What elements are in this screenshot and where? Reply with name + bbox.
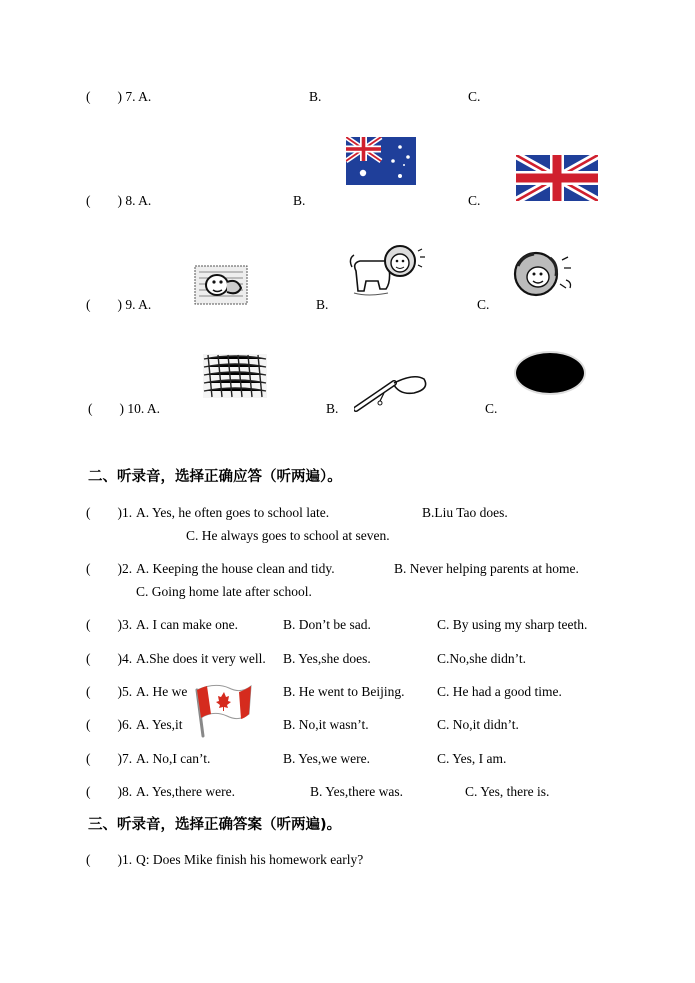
s2-q5-option-a: A. He we xyxy=(136,684,188,699)
question-8-option-c: C. xyxy=(468,193,481,208)
dog-sketch-image xyxy=(193,264,249,306)
s2-q7-option-b: B. Yes,we were. xyxy=(283,751,370,766)
question-8-option-b: B. xyxy=(293,193,306,208)
s2-q5-option-c: C. He had a good time. xyxy=(437,684,562,699)
question-7-number: ( ) 7. A. xyxy=(86,89,152,104)
lion-face-image xyxy=(510,250,578,300)
s2-q1-option-c: C. He always goes to school at seven. xyxy=(186,528,390,543)
s2-q4-number: ( )4. xyxy=(86,651,133,666)
s2-q2-option-a: A. Keeping the house clean and tidy. xyxy=(136,561,335,576)
s2-q3-option-c: C. By using my sharp teeth. xyxy=(437,617,588,632)
question-9-number: ( ) 9. A. xyxy=(86,297,152,312)
s2-q8-number: ( )8. xyxy=(86,784,133,799)
net-image xyxy=(202,353,268,399)
s2-q1-option-b: B.Liu Tao does. xyxy=(422,505,508,520)
s2-q6-option-b: B. No,it wasn’t. xyxy=(283,717,369,732)
s2-q5-number: ( )5. xyxy=(86,684,133,699)
s3-q1-number: ( )1. xyxy=(86,852,133,867)
s3-q1-question: Q: Does Mike finish his homework early? xyxy=(136,852,364,867)
question-7-option-c: C. xyxy=(468,89,481,104)
canada-flag-image xyxy=(189,680,255,738)
s2-q1-option-a: A. Yes, he often goes to school late. xyxy=(136,505,330,520)
question-9-option-b: B. xyxy=(316,297,329,312)
s2-q6-option-a: A. Yes,it xyxy=(136,717,183,732)
s2-q6-number: ( )6. xyxy=(86,717,133,732)
question-10-option-b: B. xyxy=(326,401,339,416)
s2-q7-number: ( )7. xyxy=(86,751,133,766)
s2-q3-option-a: A. I can make one. xyxy=(136,617,238,632)
lion-image xyxy=(348,241,428,299)
s2-q3-number: ( )3. xyxy=(86,617,133,632)
s2-q7-option-a: A. No,I can’t. xyxy=(136,751,211,766)
question-7-option-b: B. xyxy=(309,89,322,104)
section-3-heading: 三、听录音，选择正确答案（听两遍)。 xyxy=(88,817,342,833)
question-10-number: ( ) 10. A. xyxy=(88,401,160,416)
s2-q2-option-b: B. Never helping parents at home. xyxy=(394,561,579,576)
black-ball-image xyxy=(512,349,588,397)
question-10-option-c: C. xyxy=(485,401,498,416)
s2-q2-option-c: C. Going home late after school. xyxy=(136,584,312,599)
s2-q1-number: ( )1. xyxy=(86,505,133,520)
s2-q3-option-b: B. Don’t be sad. xyxy=(283,617,371,632)
s2-q5-option-b: B. He went to Beijing. xyxy=(283,684,405,699)
s2-q4-option-a: A.She does it very well. xyxy=(136,651,266,666)
s2-q8-option-c: C. Yes, there is. xyxy=(465,784,550,799)
question-9-option-c: C. xyxy=(477,297,490,312)
s2-q8-option-a: A. Yes,there were. xyxy=(136,784,235,799)
australia-flag-image xyxy=(346,137,416,185)
s2-q6-option-c: C. No,it didn’t. xyxy=(437,717,519,732)
racket-handle-image xyxy=(354,371,430,417)
s2-q4-option-c: C.No,she didn’t. xyxy=(437,651,527,666)
s2-q4-option-b: B. Yes,she does. xyxy=(283,651,371,666)
question-8-number: ( ) 8. A. xyxy=(86,193,152,208)
union-jack-flag-image xyxy=(516,155,598,201)
s2-q8-option-b: B. Yes,there was. xyxy=(310,784,403,799)
s2-q2-number: ( )2. xyxy=(86,561,133,576)
section-2-heading: 二、听录音，选择正确应答（听两遍）。 xyxy=(88,469,342,485)
s2-q7-option-c: C. Yes, I am. xyxy=(437,751,507,766)
